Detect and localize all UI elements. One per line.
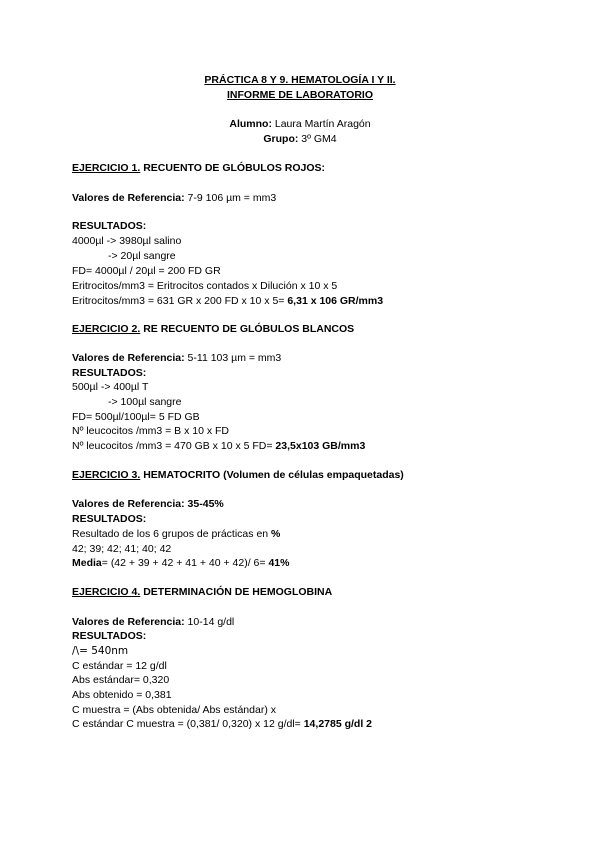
ex1-result: 6,31 x 106 GR/mm3 <box>287 295 384 307</box>
ex1-ref-label: Valores de Referencia: <box>72 192 185 204</box>
ex1-line3: FD= 4000µl / 20µl = 200 FD GR <box>72 265 221 277</box>
ex3-line1 <box>72 527 280 541</box>
ex2-result: 23,5x103 GB/mm3 <box>275 440 366 452</box>
ex2-heading <box>72 322 354 336</box>
ex2-line3: FD= 500µl/100µl= 5 FD GB <box>72 411 200 423</box>
ex1-reference <box>72 191 276 205</box>
ex4-line3: Abs estándar= 0,320 <box>72 674 170 686</box>
ex4-line6 <box>72 717 372 731</box>
ex3-heading-text: HEMATOCRITO (Volumen de células empaquetadas) <box>140 469 404 481</box>
ex4-heading-num: EJERCICIO 4. <box>72 586 141 598</box>
ex3-result: 41% <box>268 557 290 569</box>
ex3-line1-text: Resultado de los 6 grupos de prácticas en <box>72 528 272 540</box>
ex3-results-label: RESULTADOS: <box>72 513 147 525</box>
student-name: Laura Martín Aragón <box>271 118 371 130</box>
ex3-line2: 42; 39; 42; 41; 40; 42 <box>72 543 172 555</box>
ex4-line4: Abs obtenido = 0,381 <box>72 689 172 701</box>
ex3-line3 <box>72 556 289 570</box>
ex4-line1: /\= 540nm <box>72 645 129 657</box>
ex4-heading <box>72 585 332 599</box>
ex1-heading <box>72 161 325 175</box>
ex3-media-label: Media <box>72 557 102 569</box>
ex4-ref-label: Valores de Referencia: <box>72 616 185 628</box>
ex3-line1-percent: % <box>271 528 281 540</box>
ex4-ref-value: 10-14 g/dl <box>184 616 235 628</box>
ex4-line5: C muestra = (Abs obtenida/ Abs estándar) x <box>72 704 276 716</box>
group-line <box>0 133 600 145</box>
ex3-heading-num: EJERCICIO 3. <box>72 469 141 481</box>
student-label: Alumno: <box>229 118 272 130</box>
group-value: 3º GM4 <box>298 133 337 145</box>
ex1-line5 <box>72 294 383 308</box>
document-title-line1: PRÁCTICA 8 Y 9. HEMATOLOGÍA I Y II. <box>204 74 396 86</box>
ex1-ref-value: 7-9 106 µm = mm3 <box>184 192 277 204</box>
ex4-results-label: RESULTADOS: <box>72 630 147 642</box>
ex4-line2: C estándar = 12 g/dl <box>72 660 167 672</box>
ex4-result: 14,2785 g/dl 2 <box>303 718 373 730</box>
ex2-results-label: RESULTADOS: <box>72 367 147 379</box>
ex4-heading-text: DETERMINACIÓN DE HEMOGLOBINA <box>140 586 333 598</box>
ex2-line4: Nº leucocitos /mm3 = B x 10 x FD <box>72 425 230 437</box>
ex2-ref-label: Valores de Referencia: <box>72 352 185 364</box>
ex2-line5 <box>72 439 365 453</box>
ex1-line2: -> 20µl sangre <box>108 250 176 262</box>
ex1-results-label: RESULTADOS: <box>72 220 147 232</box>
ex1-line1: 4000µl -> 3980µl salino <box>72 235 182 247</box>
ex1-line4: Eritrocitos/mm3 = Eritrocitos contados x Dilución x 10 x 5 <box>72 280 338 292</box>
ex1-heading-text: RECUENTO DE GLÓBULOS ROJOS: <box>140 162 326 174</box>
ex1-line5-text: Eritrocitos/mm3 = 631 GR x 200 FD x 10 x 5= <box>72 295 288 307</box>
ex4-reference <box>72 615 234 629</box>
ex2-line1: 500µl -> 400µl T <box>72 381 149 393</box>
ex3-line3-text: = (42 + 39 + 42 + 41 + 40 + 42)/ 6= <box>101 557 269 569</box>
document-title-line2: INFORME DE LABORATORIO <box>226 89 374 101</box>
ex2-reference <box>72 351 281 365</box>
ex3-reference: Valores de Referencia: 35-45% <box>72 498 224 510</box>
ex2-ref-value: 5-11 103 µm = mm3 <box>184 352 282 364</box>
ex2-heading-text: RE RECUENTO DE GLÓBULOS BLANCOS <box>140 323 355 335</box>
ex2-line2: -> 100µl sangre <box>108 396 182 408</box>
ex2-heading-num: EJERCICIO 2. <box>72 323 141 335</box>
ex1-heading-num: EJERCICIO 1. <box>72 162 141 174</box>
student-line <box>0 118 600 130</box>
ex2-line5-text: Nº leucocitos /mm3 = 470 GB x 10 x 5 FD= <box>72 440 276 452</box>
ex4-line6-text: C estándar C muestra = (0,381/ 0,320) x 12 g/dl= <box>72 718 304 730</box>
ex3-heading <box>72 468 404 482</box>
group-label: Grupo: <box>263 133 299 145</box>
